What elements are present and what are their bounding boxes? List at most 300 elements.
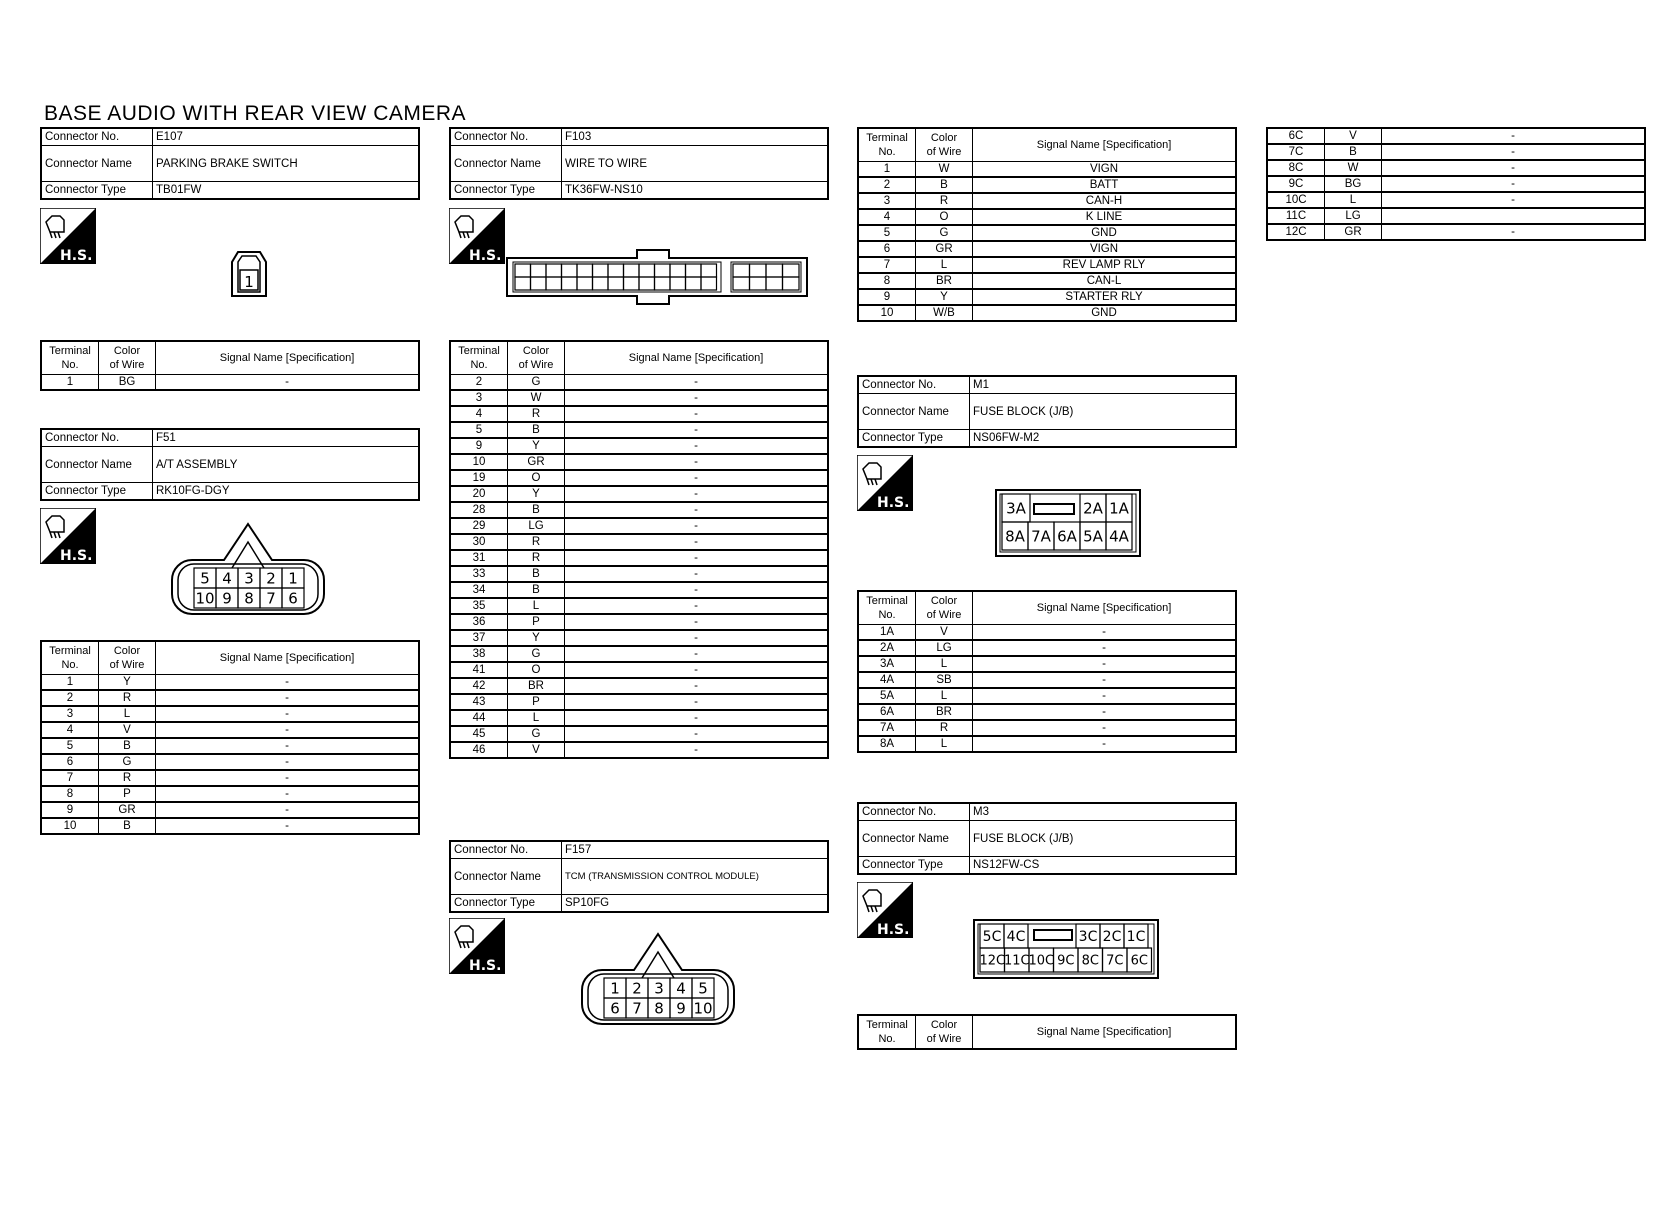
signal-name-cell: - (565, 710, 829, 726)
signal-name-cell: BATT (973, 177, 1237, 193)
table-row (450, 582, 828, 598)
pin-cell (766, 277, 783, 290)
signal-name-cell: - (1382, 224, 1646, 240)
terminal-no-cell: 3A (858, 656, 916, 672)
pin-cell (593, 264, 609, 277)
table-header (858, 1015, 1236, 1049)
terminal-no-cell: 7A (858, 720, 916, 736)
pin-label: 9 (676, 999, 686, 1018)
signal-name-cell: - (565, 502, 829, 518)
table-row (858, 177, 1236, 193)
pin-label: 10C (1028, 953, 1055, 969)
header-terminal-no: Terminal No. (858, 128, 916, 162)
wire-color-cell: LG (1325, 208, 1382, 224)
table-row (450, 678, 828, 694)
pin-label: 7C (1106, 953, 1124, 969)
wire-color-cell: R (508, 550, 565, 566)
terminal-no-cell: 7C (1267, 144, 1325, 160)
table-row (450, 742, 828, 758)
header-signal-name: Signal Name [Specification] (565, 341, 829, 375)
pin-label: 3C (1078, 929, 1098, 946)
connector-name-value: A/T ASSEMBLY (153, 447, 420, 483)
label-connector-type: Connector Type (41, 182, 153, 200)
signal-name-cell: - (1382, 144, 1646, 160)
wire-color-cell: LG (508, 518, 565, 534)
pin-label: 6A (1057, 527, 1077, 546)
connector-face-e107 (228, 248, 270, 300)
header-terminal-no: Terminal No. (41, 641, 99, 675)
pin-cell (750, 277, 767, 290)
label-connector-type: Connector Type (858, 857, 970, 875)
terminal-no-cell: 1A (858, 625, 916, 641)
terminal-no-cell: 9C (1267, 176, 1325, 192)
wire-color-cell: R (916, 193, 973, 209)
pin-cell (701, 264, 717, 277)
wire-color-cell: G (916, 225, 973, 241)
signal-name-cell: VIGN (973, 162, 1237, 178)
wire-color-cell: L (916, 688, 973, 704)
wire-color-cell: B (1325, 144, 1382, 160)
wire-color-cell: L (508, 710, 565, 726)
table-header (41, 341, 419, 375)
table-row (450, 598, 828, 614)
wire-color-cell: V (916, 625, 973, 641)
connector-name-value: TCM (TRANSMISSION CONTROL MODULE) (562, 859, 829, 895)
pin-cell (562, 277, 578, 290)
signal-name-cell: - (565, 550, 829, 566)
pin-cell (733, 277, 750, 290)
table-row (450, 406, 828, 422)
signal-name-cell: - (565, 678, 829, 694)
pin-cell (670, 277, 686, 290)
signal-name-cell: - (565, 646, 829, 662)
terminal-no-cell: 7 (41, 770, 99, 786)
label-connector-type: Connector Type (858, 430, 970, 448)
signal-name-cell: CAN-L (973, 273, 1237, 289)
signal-name-cell: REV LAMP RLY (973, 257, 1237, 273)
pin-label: 7 (266, 589, 276, 608)
connector-type-value: NS12FW-CS (970, 857, 1237, 875)
terminal-no-cell: 4A (858, 672, 916, 688)
signal-name-cell: - (565, 742, 829, 758)
connector-face-f103 (505, 248, 810, 306)
terminal-no-cell: 8A (858, 736, 916, 752)
signal-name-cell: - (973, 625, 1237, 641)
header-color-of-wire: Color of Wire (99, 341, 156, 375)
table-row (858, 209, 1236, 225)
connector-no-value: F103 (562, 128, 829, 146)
hs-icon (40, 508, 96, 564)
pin-cell (686, 277, 702, 290)
table-row (41, 722, 419, 738)
signal-name-cell: - (973, 688, 1237, 704)
wire-color-cell: V (99, 722, 156, 738)
table-row (450, 454, 828, 470)
wire-color-cell: W/B (916, 305, 973, 321)
connector-no-value: F51 (153, 429, 420, 447)
connector-no-value: M1 (970, 376, 1237, 394)
pin-label: 3 (654, 979, 664, 998)
terminal-no-cell: 31 (450, 550, 508, 566)
signal-name-cell: - (565, 486, 829, 502)
terminal-no-cell: 29 (450, 518, 508, 534)
header-terminal-no: Terminal No. (41, 341, 99, 375)
signal-name-cell: K LINE (973, 209, 1237, 225)
table-header (450, 341, 828, 375)
terminal-no-cell: 35 (450, 598, 508, 614)
terminal-no-cell: 2 (41, 690, 99, 706)
header-signal-name: Signal Name [Specification] (973, 591, 1237, 625)
pin-cell (670, 264, 686, 277)
svg-text:H.S.: H.S. (877, 922, 910, 938)
pin-label: 3 (244, 569, 254, 588)
label-connector-no: Connector No. (450, 841, 562, 859)
table-row (858, 289, 1236, 305)
pin-cell (639, 264, 655, 277)
wire-color-cell: W (508, 390, 565, 406)
pin-label: 6 (288, 589, 298, 608)
table-row (858, 273, 1236, 289)
signal-name-cell: - (565, 518, 829, 534)
terminal-no-cell: 4 (450, 406, 508, 422)
wire-color-cell: L (916, 656, 973, 672)
pin-cell (655, 264, 671, 277)
label-connector-name: Connector Name (450, 859, 562, 895)
table-row (450, 614, 828, 630)
signal-name-cell: - (565, 375, 829, 391)
terminal-no-cell: 8C (1267, 160, 1325, 176)
wire-color-cell: O (508, 662, 565, 678)
pin-label: 3A (1006, 499, 1026, 518)
table-row (1267, 224, 1645, 240)
label-connector-name: Connector Name (41, 447, 153, 483)
pin-label: 10 (195, 589, 215, 608)
table-row (450, 486, 828, 502)
table-row (1267, 128, 1645, 144)
table-row (450, 662, 828, 678)
terminal-no-cell: 42 (450, 678, 508, 694)
signal-name-cell: - (156, 375, 420, 391)
table-row (450, 710, 828, 726)
signal-name-cell: - (565, 390, 829, 406)
signal-name-cell: - (973, 736, 1237, 752)
hs-icon (857, 882, 913, 938)
table-row (450, 550, 828, 566)
signal-name-cell: - (1382, 160, 1646, 176)
terminal-no-cell: 10 (450, 454, 508, 470)
terminal-no-cell: 10 (41, 818, 99, 834)
label-connector-no: Connector No. (450, 128, 562, 146)
table-row (450, 502, 828, 518)
connector-info-m1 (857, 375, 1237, 448)
svg-text:H.S.: H.S. (60, 548, 93, 564)
pin-cell (783, 277, 800, 290)
terminal-no-cell: 11C (1267, 208, 1325, 224)
table-header (41, 641, 419, 675)
pin-label: 4A (1109, 527, 1129, 546)
wire-color-cell: R (916, 720, 973, 736)
signal-name-cell: - (156, 675, 420, 691)
signal-name-cell: - (565, 406, 829, 422)
terminal-no-cell: 28 (450, 502, 508, 518)
terminal-no-cell: 44 (450, 710, 508, 726)
signal-name-cell: - (1382, 128, 1646, 144)
connector-no-value: M3 (970, 803, 1237, 821)
connector-name-value: FUSE BLOCK (J/B) (970, 821, 1237, 857)
terminal-no-cell: 3 (41, 706, 99, 722)
wire-color-cell: R (508, 534, 565, 550)
signal-name-cell: - (156, 802, 420, 818)
page-title: BASE AUDIO WITH REAR VIEW CAMERA (44, 102, 467, 125)
table-row (858, 672, 1236, 688)
connector-face-m1 (994, 488, 1142, 558)
table-row (41, 754, 419, 770)
pin-label: 4C (1006, 929, 1026, 946)
connector-face-f51 (170, 522, 326, 622)
terminal-no-cell: 37 (450, 630, 508, 646)
signal-name-cell: - (973, 704, 1237, 720)
pin-cell (531, 277, 547, 290)
wire-color-cell: Y (508, 630, 565, 646)
terminal-no-cell: 45 (450, 726, 508, 742)
terminal-no-cell: 9 (858, 289, 916, 305)
header-signal-name: Signal Name [Specification] (973, 1015, 1237, 1049)
signal-name-cell: - (565, 470, 829, 486)
table-row (450, 630, 828, 646)
terminal-no-cell: 4 (41, 722, 99, 738)
terminal-no-cell: 1 (41, 375, 99, 391)
connector-info-f103 (449, 127, 829, 200)
pin-cell (577, 277, 593, 290)
terminal-no-cell: 9 (41, 802, 99, 818)
pin-label: 9 (222, 589, 232, 608)
connector-name-value: PARKING BRAKE SWITCH (153, 146, 420, 182)
terminal-no-cell: 5 (41, 738, 99, 754)
wire-color-cell: BR (916, 704, 973, 720)
terminal-no-cell: 3 (858, 193, 916, 209)
signal-name-cell: - (565, 438, 829, 454)
pin-label: 6C (1130, 953, 1148, 969)
signal-name-cell: GND (973, 225, 1237, 241)
terminal-no-cell: 9 (450, 438, 508, 454)
wire-color-cell: Y (916, 289, 973, 305)
signal-name-cell: - (156, 722, 420, 738)
pin-cell (546, 277, 562, 290)
label-connector-no: Connector No. (41, 429, 153, 447)
terminal-no-cell: 6 (41, 754, 99, 770)
label-connector-type: Connector Type (450, 895, 562, 913)
header-color-of-wire: Color of Wire (99, 641, 156, 675)
header-signal-name: Signal Name [Specification] (156, 641, 420, 675)
table-row (41, 706, 419, 722)
pin-cell (750, 264, 767, 277)
signal-name-cell: - (565, 630, 829, 646)
signal-name-cell: - (565, 566, 829, 582)
table-row (41, 675, 419, 691)
signal-name-cell: - (973, 672, 1237, 688)
wire-color-cell: BG (1325, 176, 1382, 192)
wire-color-cell: GR (99, 802, 156, 818)
signal-name-cell: - (156, 706, 420, 722)
signal-name-cell: - (1382, 176, 1646, 192)
label-connector-type: Connector Type (41, 483, 153, 501)
label-connector-name: Connector Name (858, 821, 970, 857)
signal-name-cell: - (1382, 192, 1646, 208)
terminal-table-f157 (857, 127, 1237, 322)
terminal-no-cell: 46 (450, 742, 508, 758)
signal-name-cell: - (565, 726, 829, 742)
svg-text:H.S.: H.S. (469, 248, 502, 264)
signal-name-cell: - (565, 422, 829, 438)
connector-type-value: TK36FW-NS10 (562, 182, 829, 200)
signal-name-cell: - (156, 818, 420, 834)
connector-no-value: F157 (562, 841, 829, 859)
pin-label: 9C (1057, 953, 1075, 969)
table-row (41, 818, 419, 834)
signal-name-cell: - (565, 614, 829, 630)
wire-color-cell: L (99, 706, 156, 722)
pin-cell (515, 264, 531, 277)
table-row (858, 225, 1236, 241)
signal-name-cell: STARTER RLY (973, 289, 1237, 305)
signal-name-cell: - (156, 754, 420, 770)
table-row (450, 375, 828, 391)
table-row (450, 518, 828, 534)
pin-cell (624, 277, 640, 290)
table-row (41, 375, 419, 391)
terminal-no-cell: 10 (858, 305, 916, 321)
wire-color-cell: O (508, 470, 565, 486)
header-signal-name: Signal Name [Specification] (973, 128, 1237, 162)
pin-label: 8 (654, 999, 664, 1018)
pin-label: 5 (200, 569, 210, 588)
pin-label: 11C (1003, 953, 1030, 969)
wire-color-cell: P (508, 694, 565, 710)
signal-name-cell: GND (973, 305, 1237, 321)
wire-color-cell: P (99, 786, 156, 802)
connector-type-value: TB01FW (153, 182, 420, 200)
pin-cell (766, 264, 783, 277)
pin-label: 7A (1031, 527, 1051, 546)
pin-cell (686, 264, 702, 277)
signal-name-cell: - (973, 640, 1237, 656)
label-connector-name: Connector Name (41, 146, 153, 182)
terminal-no-cell: 20 (450, 486, 508, 502)
table-row (858, 193, 1236, 209)
pin-label: 1 (610, 979, 620, 998)
terminal-table-f51 (40, 640, 420, 835)
terminal-no-cell: 41 (450, 662, 508, 678)
terminal-no-cell: 8 (41, 786, 99, 802)
wire-color-cell: R (508, 406, 565, 422)
wire-color-cell: B (99, 818, 156, 834)
table-row (41, 770, 419, 786)
terminal-no-cell: 30 (450, 534, 508, 550)
connector-type-value: NS06FW-M2 (970, 430, 1237, 448)
table-row (858, 305, 1236, 321)
pin-label: 8 (244, 589, 254, 608)
terminal-no-cell: 6A (858, 704, 916, 720)
wire-color-cell: Y (508, 486, 565, 502)
table-row (1267, 144, 1645, 160)
signal-name-cell: - (565, 534, 829, 550)
connector-name-value: FUSE BLOCK (J/B) (970, 394, 1237, 430)
pin-cell (515, 277, 531, 290)
wire-color-cell: R (99, 770, 156, 786)
terminal-table-f103 (449, 340, 829, 759)
terminal-no-cell: 1 (41, 675, 99, 691)
signal-name-cell: VIGN (973, 241, 1237, 257)
wire-color-cell: BR (916, 273, 973, 289)
signal-name-cell: - (565, 662, 829, 678)
table-row (450, 646, 828, 662)
connector-no-value: E107 (153, 128, 420, 146)
signal-name-cell (1382, 208, 1646, 224)
pin-label: 5C (982, 929, 1002, 946)
pin-label: 7 (632, 999, 642, 1018)
pin-label: 2C (1102, 929, 1122, 946)
terminal-no-cell: 8 (858, 273, 916, 289)
label-connector-no: Connector No. (858, 376, 970, 394)
table-row (41, 802, 419, 818)
table-row (858, 162, 1236, 178)
table-row (858, 625, 1236, 641)
pin-cell (608, 264, 624, 277)
wire-color-cell: LG (916, 640, 973, 656)
wire-color-cell: B (508, 566, 565, 582)
header-signal-name: Signal Name [Specification] (156, 341, 420, 375)
table-row (41, 786, 419, 802)
table-row (858, 736, 1236, 752)
wire-color-cell: G (99, 754, 156, 770)
pin-cell (639, 277, 655, 290)
pin-label: 2A (1083, 499, 1103, 518)
wire-color-cell: B (916, 177, 973, 193)
table-row (858, 640, 1236, 656)
connector-name-value: WIRE TO WIRE (562, 146, 829, 182)
pin-label: 5 (698, 979, 708, 998)
pin-label: 4 (222, 569, 232, 588)
table-row (858, 656, 1236, 672)
wire-color-cell: G (508, 726, 565, 742)
wire-color-cell: P (508, 614, 565, 630)
terminal-no-cell: 36 (450, 614, 508, 630)
terminal-no-cell: 1 (858, 162, 916, 178)
wire-color-cell: W (916, 162, 973, 178)
pin-label: 2 (266, 569, 276, 588)
signal-name-cell: - (565, 598, 829, 614)
terminal-no-cell: 5 (858, 225, 916, 241)
wire-color-cell: O (916, 209, 973, 225)
table-row (450, 566, 828, 582)
terminal-no-cell: 38 (450, 646, 508, 662)
hs-icon (40, 208, 96, 264)
table-row (450, 470, 828, 486)
terminal-no-cell: 34 (450, 582, 508, 598)
terminal-no-cell: 6C (1267, 128, 1325, 144)
terminal-no-cell: 2 (858, 177, 916, 193)
wire-color-cell: L (508, 598, 565, 614)
connector-face-f157 (580, 932, 736, 1032)
terminal-no-cell: 12C (1267, 224, 1325, 240)
label-connector-name: Connector Name (858, 394, 970, 430)
table-row (41, 738, 419, 754)
header-color-of-wire: Color of Wire (508, 341, 565, 375)
pin-cell (577, 264, 593, 277)
wire-color-cell: GR (1325, 224, 1382, 240)
table-row (41, 690, 419, 706)
pin-cell (655, 277, 671, 290)
